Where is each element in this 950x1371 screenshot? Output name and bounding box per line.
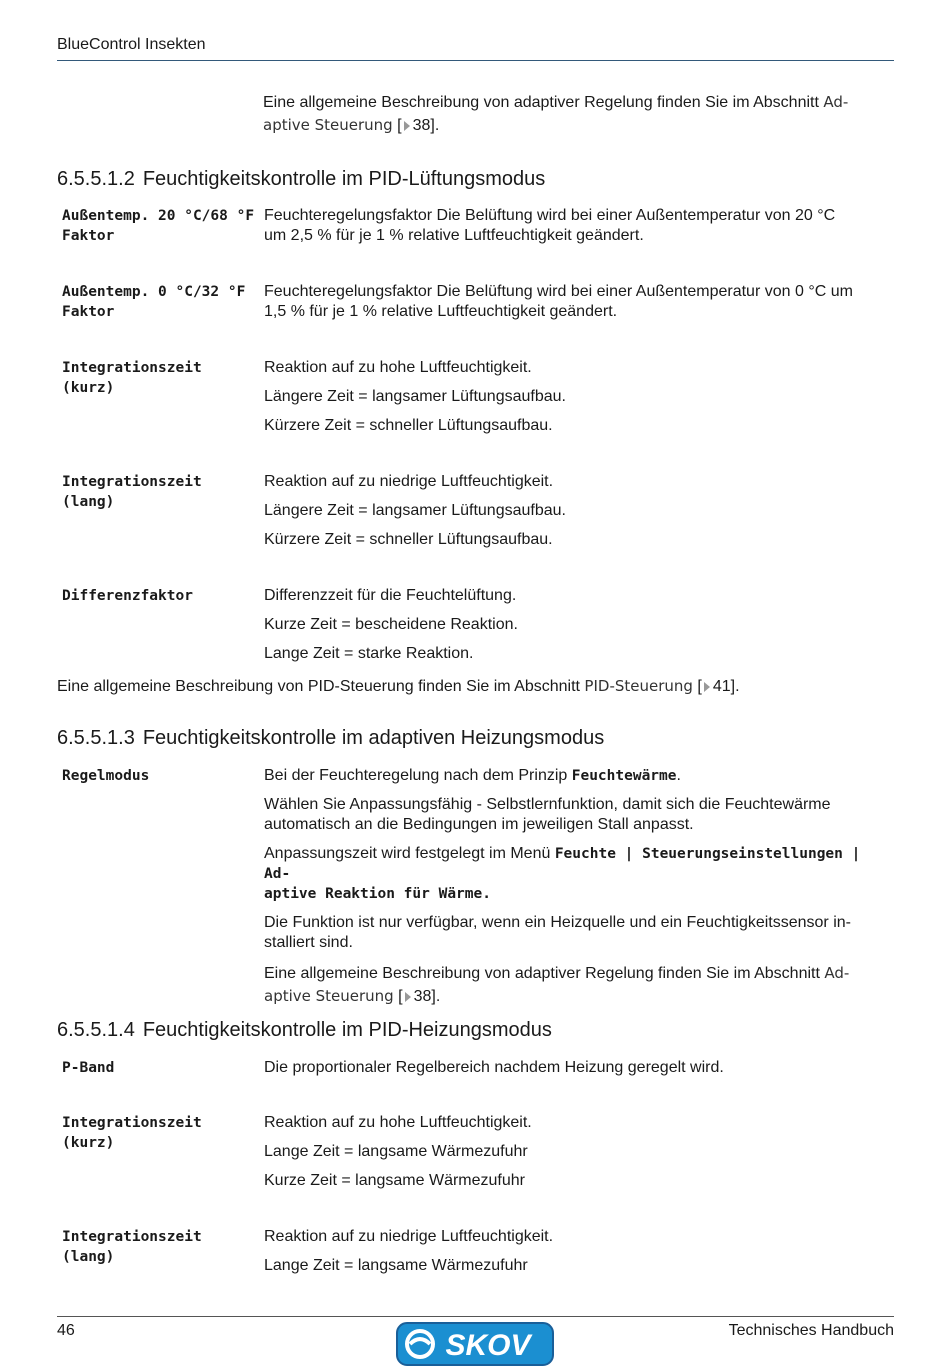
description [264,1113,894,1200]
description-line: Lange Zeit = starke Reaktion. [264,645,474,662]
adaptive-steuerung-link-part2[interactable]: aptive Steuerung [264,987,394,1005]
description-line: Differenzzeit für die Feuchtelüftung. [264,587,517,604]
description [264,1058,894,1087]
adaptive-steuerung-link-part1[interactable]: Ad- [824,964,850,982]
description-line: Kürzere Zeit = schneller Lüftungsaufbau. [264,531,553,548]
section-number: 6.5.5.1.3 [57,727,135,749]
description-line: Reaktion auf zu niedrige Luftfeuchtigkeit. [264,473,554,490]
description-line: Längere Zeit = langsamer Lüftungsaufbau. [264,502,566,519]
adaptive-steuerung-link-part1[interactable]: Ad- [823,93,849,111]
punctuation: . [676,767,681,784]
page-reference-arrow-icon [405,992,411,1002]
description [264,1227,894,1285]
bracket: [ [697,678,702,695]
description-paragraph [264,766,894,786]
page-number: 46 [57,1322,75,1339]
description-paragraph [264,795,894,835]
description-line: Wählen Sie Anpassungsfähig - Selbstlernfunktion, damit sich die Feuchtewärme [264,796,831,813]
document-header-title: BlueControl Insekten [57,36,206,53]
description-paragraph [264,962,894,1008]
term-label-suffix: Faktor [62,304,115,320]
term-label: Integrationszeit (kurz) [62,360,202,396]
description-text: Bei der Feuchteregelung nach dem Prinzip [264,767,572,784]
description-line: Kurze Zeit = langsame Wärmezufuhr [264,1172,525,1189]
description [264,282,894,322]
description-line: 1,5 % für je 1 % relative Luftfeuchtigkeit geändert. [264,303,618,320]
description-line: Die proportionaler Regelbereich nachdem Heizung geregelt wird. [264,1059,724,1076]
section-heading [57,727,604,750]
section-title: Feuchtigkeitskontrolle im PID-Heizungsmodus [142,1019,552,1041]
section-heading [57,1019,552,1042]
section-number: 6.5.5.1.4 [57,1019,135,1041]
term-label: Integrationszeit (lang) [62,1229,202,1265]
description [264,206,894,246]
reference-text: Eine allgemeine Beschreibung von PID-Steuerung finden Sie im Abschnitt [57,678,585,695]
term-label: P-Band [62,1060,115,1076]
intro-text: Eine allgemeine Beschreibung von adaptiver Regelung finden Sie im Abschnitt [263,94,824,111]
skov-logo-graphic [396,1322,554,1366]
term-label: Regelmodus [62,768,150,784]
pid-reference-paragraph [57,675,894,698]
footer-document-title: Technisches Handbuch [728,1322,894,1339]
skov-logo [396,1322,554,1366]
term-label: Integrationszeit (lang) [62,474,202,510]
bracket: [ [398,988,403,1005]
intro-paragraph [263,91,893,137]
description-paragraph [264,844,894,904]
description-text: Eine allgemeine Beschreibung von adaptiver Regelung finden Sie im Abschnitt [264,965,825,982]
description-line: Lange Zeit = langsame Wärmezufuhr [264,1257,528,1274]
menu-path: Feuchte | Steuerungseinstellungen | Ad- [264,846,861,882]
logo-text: SKOV [445,1329,531,1362]
description-line: automatisch an die Bedingungen im jeweiligen Stall anpasst. [264,816,694,833]
description [264,472,894,559]
description-line: Reaktion auf zu niedrige Luftfeuchtigkeit. [264,1228,554,1245]
page-reference[interactable]: 38]. [413,988,441,1005]
description-line: Reaktion auf zu hohe Luftfeuchtigkeit. [264,1114,532,1131]
page-reference-arrow-icon [704,682,710,692]
term-label: Außentemp. 20 °C/68 °F [62,208,255,224]
footer-rule [57,1316,894,1317]
description [264,358,894,445]
page-reference[interactable]: 41]. [712,678,740,695]
description-line: Feuchteregelungsfaktor Die Belüftung wird bei einer Außentemperatur von 20 °C [264,207,836,224]
term-label: Außentemp. 0 °C/32 °F [62,284,246,300]
description-line: Die Funktion ist nur verfügbar, wenn ein Heizquelle und ein Feuchtigkeitssensor in- [264,914,851,931]
adaptive-steuerung-link-part2[interactable]: aptive Steuerung [263,116,393,134]
description-text: Anpassungszeit wird festgelegt im Menü [264,845,555,862]
section-heading [57,168,545,191]
page-reference[interactable]: 38]. [412,117,440,134]
section-number: 6.5.5.1.2 [57,168,135,190]
term [62,206,262,246]
description-paragraph [264,913,894,953]
description-line: Längere Zeit = langsamer Lüftungsaufbau. [264,388,566,405]
bracket: [ [397,117,402,134]
description-line: Lange Zeit = langsame Wärmezufuhr [264,1143,528,1160]
term-label: Integrationszeit (kurz) [62,1115,202,1151]
term [62,282,262,322]
page-reference-arrow-icon [404,121,410,131]
emphasis-term: Feuchtewärme [571,768,677,784]
description [264,586,894,673]
description-line: um 2,5 % für je 1 % relative Luftfeuchtigkeit geändert. [264,227,644,244]
section-title: Feuchtigkeitskontrolle im adaptiven Heizungsmodus [142,727,605,749]
description-line: Kurze Zeit = bescheidene Reaktion. [264,616,518,633]
menu-path: aptive Reaktion für Wärme. [264,886,491,902]
header-rule [57,60,894,61]
description [264,766,894,1017]
term-label: Differenzfaktor [62,588,193,604]
description-line: stalliert sind. [264,934,353,951]
description-line: Feuchteregelungsfaktor Die Belüftung wird bei einer Außentemperatur von 0 °C um [264,283,853,300]
description-line: Kürzere Zeit = schneller Lüftungsaufbau. [264,417,553,434]
term-label-suffix: Faktor [62,228,115,244]
section-title: Feuchtigkeitskontrolle im PID-Lüftungsmodus [142,168,546,190]
description-line: Reaktion auf zu hohe Luftfeuchtigkeit. [264,359,532,376]
pid-steuerung-link[interactable]: PID-Steuerung [584,677,693,695]
